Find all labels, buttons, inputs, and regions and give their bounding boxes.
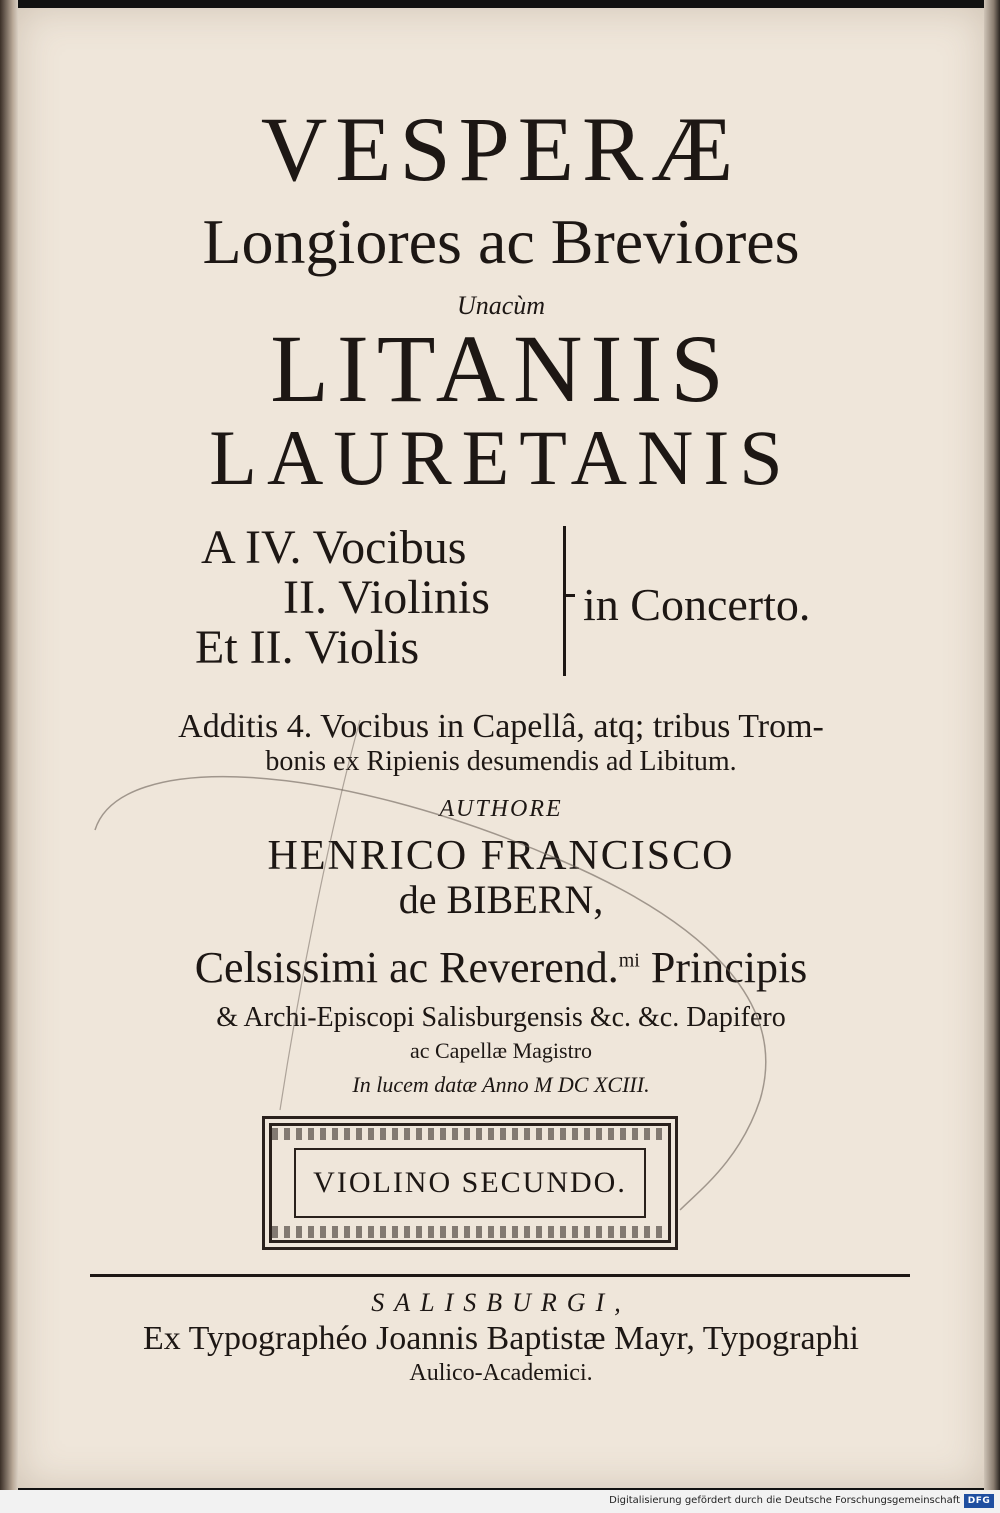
in-lucem-datae: In lucem datæ Anno M DC XCIII. [352,1072,650,1097]
title-longiores: Longiores ac Breviores [202,206,800,277]
book-spine-edge [0,0,18,1490]
celsissimi-line [18,942,984,993]
digitization-footer [0,1490,1000,1513]
author-surname: de BIBERN, [398,877,604,922]
author-name: HENRICO FRANCISCO [267,833,735,879]
in-concerto: in Concerto. [583,579,811,630]
curly-brace [553,526,566,676]
dfg-logo: DFG [964,1494,994,1508]
voices-row-vocibus: A IV. Vocibus [201,521,467,574]
authore-label: AUTHORE [439,796,563,822]
title-litaniis: LITANIIS [270,315,732,422]
additis-line-1: Additis 4. Vocibus in Capellâ, atq; tribus Trom- [178,708,824,745]
voices-row-violinis: II. Violinis [283,571,490,624]
additis-line-2: bonis ex Ripienis desumendis ad Libitum. [265,746,737,777]
imprint-aulico: Aulico-Academici. [409,1360,593,1386]
title-page [18,8,984,1488]
title-vesperae: VESPERÆ [260,98,742,200]
title-lauretanis: LAURETANIS [209,414,793,501]
title-unacum: Unacùm [456,291,546,320]
ornamental-frame [262,1116,678,1250]
archi-episcopi-line: & Archi-Episcopi Salisburgensis &c. &c. Dapifero [216,1002,786,1033]
ornament-border-top [272,1128,668,1140]
footer-credit: Digitalisierung gefördert durch die Deutsche Forschungsgemeinschaft [609,1495,960,1506]
horizontal-rule [90,1274,910,1277]
capellae-magistro: ac Capellæ Magistro [409,1038,593,1063]
imprint-city: SALISBURGI, [371,1288,631,1317]
part-label: VIOLINO SECUNDO. [294,1148,646,1218]
imprint-printer: Ex Typographéo Joannis Baptistæ Mayr, Typographi [143,1320,859,1357]
principis-text: Principis [639,943,808,992]
ornament-border-bottom [272,1226,668,1238]
page-foredge [984,0,1000,1490]
voices-block [18,520,984,690]
celsissimi-text: Celsissimi ac Reverend. [194,943,619,992]
voices-row-violis: Et II. Violis [195,621,420,674]
celsissimi-sup: mi [618,949,640,972]
